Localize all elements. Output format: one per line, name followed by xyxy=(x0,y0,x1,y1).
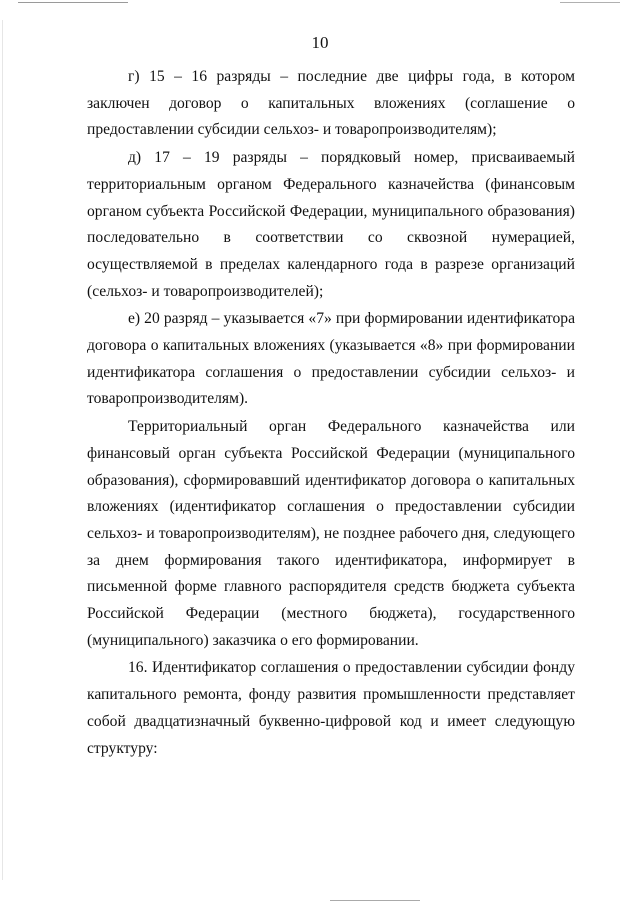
paragraph-clause-16: 16. Идентификатор соглашения о предоставлении субсидии фонду капитального ремонта, фонду развития промышленности представляет собой двадцатизначный буквенно-цифровой код и имеет следующую структуру: xyxy=(87,659,575,757)
paragraph-item-d: д) 17 – 19 разряды – порядковый номер, присваиваемый территориальным органом Федерального казначейства (финансовым органом субъекта Российской Федерации, муниципального образования) последовательно в соответствии со сквозной нумерацией, осуществляемой в пределах календарного года в разрезе организаций (сельхоз- и товаропроизводителей); xyxy=(87,149,575,300)
scan-edge-line xyxy=(2,20,3,880)
paragraph-item-e: е) 20 разряд – указывается «7» при формировании идентификатора договора о капитальных вложениях (указывается «8» при формировании идентификатора соглашения о предоставлении субсидии сельхоз- и товаропроизводителям). xyxy=(87,310,575,408)
document-body xyxy=(87,64,575,762)
page-number: 10 xyxy=(311,33,329,52)
scan-edge-line xyxy=(330,900,420,901)
paragraph-territorial-body: Территориальный орган Федерального казначейства или финансовый орган субъекта Российской Федерации (муниципального образования), сформировавший идентификатор договора о капитальных вложениях (идентификатор соглашения о предоставлении субсидии сельхоз- и товаропроизводителям), не позднее рабочего дня, следующего за днем формирования такого идентификатора, информирует в письменной форме главного распорядителя средств бюджета субъекта Российской Федерации (местного бюджета), государственного (муниципального) заказчика о его формировании. xyxy=(87,418,575,649)
scan-edge-line xyxy=(560,2,620,3)
scan-edge-line xyxy=(18,2,128,3)
paragraph-item-g: г) 15 – 16 разряды – последние две цифры года, в котором заключен договор о капитальных вложениях (соглашение о предоставлении субсидии сельхоз- и товаропроизводителям); xyxy=(87,68,575,139)
